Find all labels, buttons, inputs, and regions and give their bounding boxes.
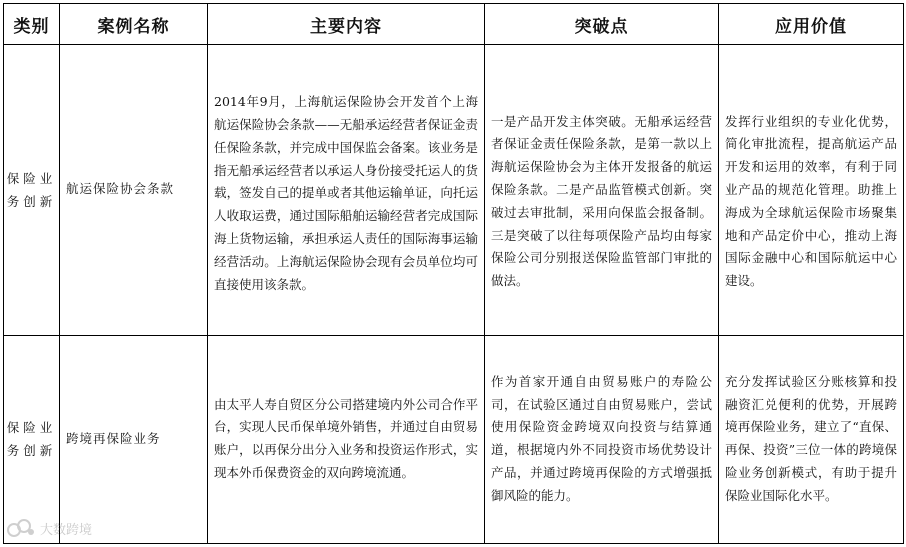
main-content-text: 2014年9月，上海航运保险协会开发首个上海航运保险协会条款——无船承运经营者保证金责任保险条款，并完成中国保监会备案。该业务是指无船承运经营者以承运人身份接受托运人的货载，签发自己的提单或者其他运输单证，向托运人收取运费，通过国际船舶运输经营者完成国际海上货物运输，承担承运人责任的国际海事运输经营活动。上海航运保险协会现有会员单位均可直接使用该条款。 — [214, 94, 478, 292]
header-case-name: 案例名称 — [60, 4, 208, 45]
category-text: 保险业务创新 — [6, 420, 57, 459]
table-row — [4, 335, 904, 543]
case-name-cell — [60, 45, 208, 336]
breakthrough-cell — [485, 45, 719, 336]
header-main-content: 主要内容 — [208, 4, 485, 45]
header-row — [4, 4, 904, 45]
header-breakthrough: 突破点 — [485, 4, 719, 45]
breakthrough-cell — [485, 335, 719, 543]
value-cell — [719, 335, 904, 543]
category-cell — [4, 45, 60, 336]
main-content-text: 由太平人寿自贸区分公司搭建境内外公司合作平台，实现人民币保单境外销售，并通过自由贸易账户，以再保分出分入业务和投资运作形式，实现本外币保费资金的双向跨境流通。 — [214, 396, 478, 481]
value-text: 发挥行业组织的专业化优势，简化审批流程，提高航运产品开发和运用的效率，有利于同业产品的规范化管理。助推上海成为全球航运保险市场聚集地和产品定价中心，推动上海国际金融中心和国际航运中心建设。 — [725, 113, 897, 289]
table-row — [4, 45, 904, 336]
watermark — [6, 517, 92, 539]
value-cell — [719, 45, 904, 336]
case-table — [3, 3, 904, 544]
header-category: 类别 — [4, 4, 60, 45]
watermark-logo-icon — [6, 517, 36, 539]
main-content-cell — [208, 45, 485, 336]
header-value: 应用价值 — [719, 4, 904, 45]
value-text: 充分发挥试验区分账核算和投融资汇兑便利的优势，开展跨境再保险业务，建立了“直保、再保、投资”三位一体的跨境保险业务创新模式，有助于提升保险业国际化水平。 — [725, 373, 897, 503]
case-name-text: 航运保险协会条款 — [66, 181, 175, 197]
case-name-text: 跨境再保险业务 — [66, 430, 161, 446]
breakthrough-text: 一是产品开发主体突破。无船承运经营者保证金责任保险条款，是第一款以上海航运保险协会为主体开发报备的航运保险条款。二是产品监管模式创新。突破过去审批制，采用向保监会报备制。三是突破了以往每项保险产品均由每家保险公司分别报送保险监管部门审批的做法。 — [491, 113, 712, 289]
category-text: 保险业务创新 — [6, 170, 57, 209]
category-cell — [4, 335, 60, 543]
breakthrough-text: 作为首家开通自由贸易账户的寿险公司，在试验区通过自由贸易账户，尝试使用保险资金跨境双向投资与结算通道，根据境内外不同投资市场优势设计产品，并通过跨境再保险的方式增强抵御风险的能力。 — [491, 373, 712, 503]
case-name-cell — [60, 335, 208, 543]
watermark-text: 大数跨境 — [40, 522, 93, 538]
main-content-cell — [208, 335, 485, 543]
